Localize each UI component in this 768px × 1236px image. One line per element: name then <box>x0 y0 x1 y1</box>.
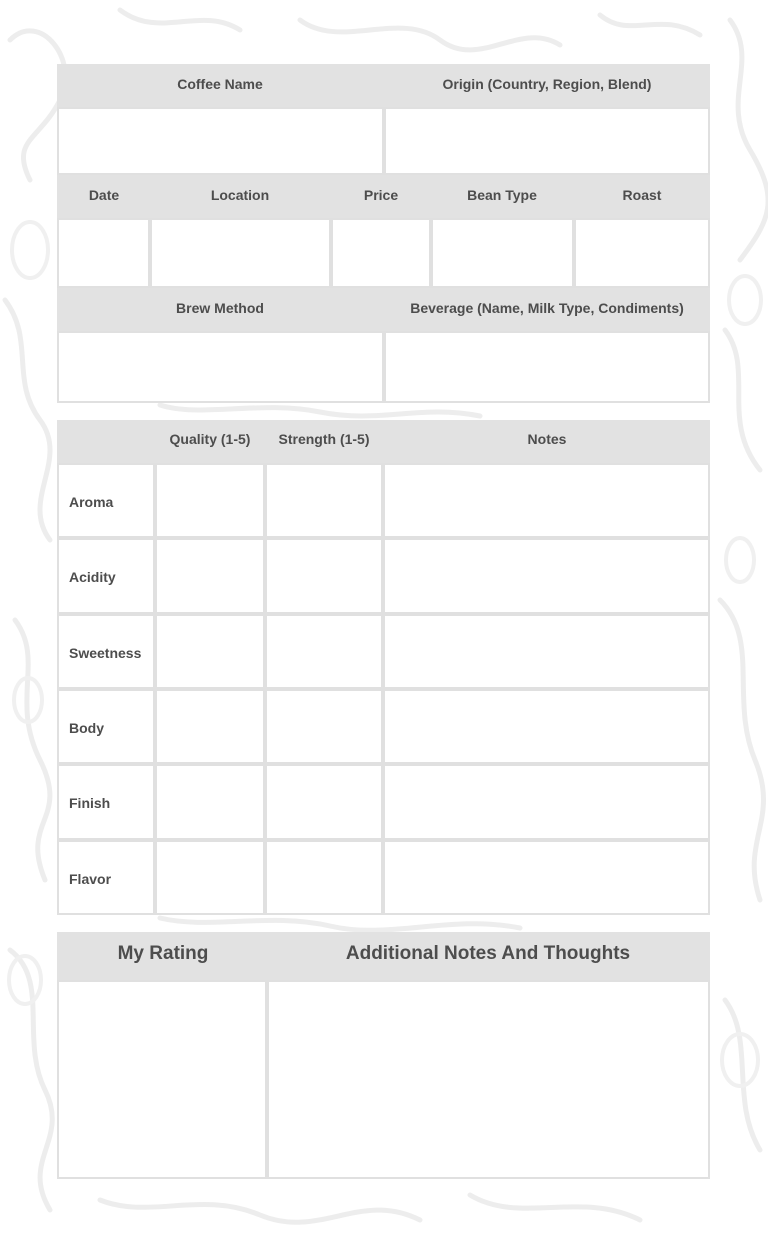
flavor-label: Flavor <box>69 870 112 887</box>
body-notes-field[interactable] <box>383 689 710 764</box>
date-field[interactable] <box>57 218 150 288</box>
acidity-notes-field[interactable] <box>383 538 710 614</box>
origin-header: Origin (Country, Region, Blend) <box>442 76 652 92</box>
price-field[interactable] <box>331 218 431 288</box>
rating-table <box>57 932 710 1179</box>
flavor-label-cell <box>57 840 155 915</box>
finish-label-cell <box>57 764 155 840</box>
location-field[interactable] <box>150 218 331 288</box>
brew-method-header: Brew Method <box>176 300 264 316</box>
my-rating-header: My Rating <box>117 943 209 964</box>
info-header-row-3 <box>57 288 710 331</box>
info-header-row-1 <box>57 64 710 107</box>
sweetness-label: Sweetness <box>69 644 142 661</box>
aroma-label-cell <box>57 463 155 538</box>
sweetness-notes-field[interactable] <box>383 614 710 689</box>
acidity-strength-field[interactable] <box>265 538 383 614</box>
my-rating-field[interactable] <box>57 980 267 1179</box>
body-strength-field[interactable] <box>265 689 383 764</box>
body-quality-field[interactable] <box>155 689 265 764</box>
additional-notes-header: Additional Notes And Thoughts <box>345 943 631 964</box>
quality-header: Quality (1-5) <box>169 431 251 447</box>
beverage-field[interactable] <box>384 331 710 403</box>
price-header: Price <box>363 187 399 203</box>
strength-header: Strength (1-5) <box>278 431 370 447</box>
aroma-strength-field[interactable] <box>265 463 383 538</box>
rating-header-row <box>57 932 710 980</box>
sweetness-quality-field[interactable] <box>155 614 265 689</box>
finish-notes-field[interactable] <box>383 764 710 840</box>
acidity-label: Acidity <box>69 569 116 585</box>
finish-label: Finish <box>69 795 111 811</box>
coffee-info-table <box>57 64 710 403</box>
sweetness-label-cell <box>57 614 155 689</box>
finish-quality-field[interactable] <box>155 764 265 840</box>
flavor-quality-field[interactable] <box>155 840 265 915</box>
roast-field[interactable] <box>574 218 710 288</box>
additional-notes-field[interactable] <box>267 980 710 1179</box>
coffee-name-header: Coffee Name <box>177 76 263 92</box>
aroma-label: Aroma <box>69 493 114 510</box>
beverage-header: Beverage (Name, Milk Type, Condiments) <box>410 300 684 316</box>
finish-strength-field[interactable] <box>265 764 383 840</box>
tasting-table <box>57 420 710 915</box>
date-header: Date <box>88 187 120 203</box>
flavor-notes-field[interactable] <box>383 840 710 915</box>
bean-type-header: Bean Type <box>467 187 537 203</box>
acidity-quality-field[interactable] <box>155 538 265 614</box>
bean-type-field[interactable] <box>431 218 574 288</box>
acidity-label-cell <box>57 538 155 614</box>
aroma-notes-field[interactable] <box>383 463 710 538</box>
roast-header: Roast <box>622 187 662 203</box>
notes-header: Notes <box>527 431 567 447</box>
tasting-header-row <box>57 420 710 463</box>
brew-method-field[interactable] <box>57 331 384 403</box>
coffee-name-field[interactable] <box>57 107 384 175</box>
sweetness-strength-field[interactable] <box>265 614 383 689</box>
aroma-quality-field[interactable] <box>155 463 265 538</box>
body-label-cell <box>57 689 155 764</box>
location-header: Location <box>210 187 270 203</box>
info-header-row-2 <box>57 175 710 218</box>
body-label: Body <box>69 719 104 736</box>
origin-field[interactable] <box>384 107 710 175</box>
flavor-strength-field[interactable] <box>265 840 383 915</box>
